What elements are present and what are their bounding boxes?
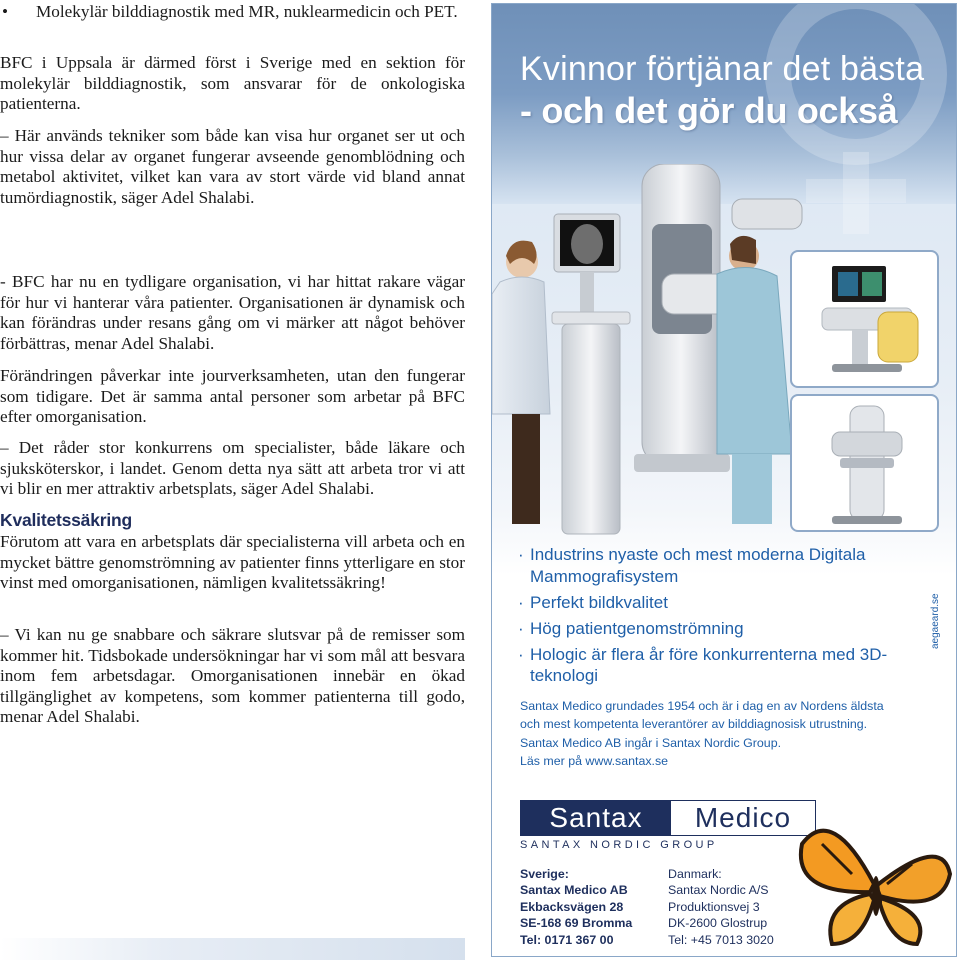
ad-subheadline: - och det gör du också	[520, 90, 898, 131]
imaging-unit-image	[792, 396, 937, 530]
logo-tagline: SANTAX NORDIC GROUP	[520, 839, 718, 851]
paragraph-2: – Här används tekniker som både kan visa hur organet ser ut och hur vissa delar av organet fungerar avseende genomblödning och metabol aktivitet, vilket kan vara av stort värde vid bland annat tumördiagnostik, säger Adel Shalabi.	[0, 126, 465, 207]
santax-medico-logo	[520, 800, 816, 836]
paragraph-5: – Det råder stor konkurrens om specialister, både läkare och sjuksköterskor, i landet. Genom detta nya sätt att arbeta tror vi att vi blir en mer attraktiv arbetsplats, säger Adel Shalabi.	[0, 438, 465, 498]
address-line: Sverige:	[520, 867, 569, 881]
santax-advertisement	[491, 3, 957, 957]
workstation-image	[792, 252, 937, 386]
logo-medico: Medico	[671, 801, 815, 835]
product-thumbnail-workstation	[790, 250, 939, 388]
agency-credit: aegaeard.se	[930, 593, 941, 649]
company-info-line: och mest kompetenta leverantörer av bilddiagnosisk utrustning.	[520, 717, 868, 732]
paragraph-7: – Vi kan nu ge snabbare och säkrare slutsvar på de remisser som kommer hit. Tidsbokade undersökningar har vi som mål att besvara inom fem arbetsdagar. Omorganisationen innebär en ökad tillgänglighet av kompetens, som kommer patienterna till godo, menar Adel Shalabi.	[0, 625, 465, 726]
paragraph-6: Förutom att vara en arbetsplats där specialisterna vill arbeta och en mycket bättre genomströmning av patienter finns ytterligare en stor vinst med omorganisationen, nämligen kvalitetssäkring!	[0, 532, 465, 592]
address-line: Ekbacksvägen 28	[520, 899, 624, 914]
paragraph-4: Förändringen påverkar inte jourverksamheten, utan den fungerar som tidigare. Det är samma antal personer som arbetar på BFC efter omorganisation.	[0, 366, 465, 426]
address-sweden	[520, 866, 632, 948]
paragraph-1: BFC i Uppsala är därmed först i Sverige med en sektion för molekylär bilddiagnostik, som ansvarar för de onkologiska patienterna.	[0, 53, 465, 113]
address-line: DK-2600 Glostrup	[668, 916, 768, 931]
company-info	[520, 697, 940, 770]
product-photo	[492, 164, 956, 544]
ad-headline: Kvinnor förtjänar det bästa	[520, 50, 925, 88]
address-line: Santax Medico AB	[520, 883, 628, 898]
address-line: SE-168 69 Bromma	[520, 916, 633, 931]
website-link[interactable]: Läs mer på www.santax.se	[520, 753, 669, 768]
product-thumbnail-unit	[790, 394, 939, 532]
address-line: Santax Nordic A/S	[668, 883, 769, 898]
feature-item: · Industrins nyaste och mest moderna Digitala Mammografisystem	[518, 544, 918, 587]
feature-item: · Perfekt bildkvalitet	[518, 592, 918, 614]
logo-santax: Santax	[521, 801, 671, 835]
address-line: Produktionsvej 3	[668, 899, 760, 914]
address-line: Danmark:	[668, 867, 722, 881]
feature-item: · Hologic är flera år före konkurrenterna med 3D-teknologi	[518, 644, 918, 687]
address-line: Tel: +45 7013 3020	[668, 932, 774, 947]
bullet-text: Molekylär bilddiagnostik med MR, nuklearmedicin och PET.	[36, 2, 458, 21]
bullet-dot-icon: •	[2, 2, 9, 21]
address-denmark	[668, 866, 774, 948]
article-column	[0, 0, 465, 964]
butterfly-icon	[792, 804, 957, 954]
paragraph-3: - BFC har nu en tydligare organisation, vi har hittat rakare vägar för hur vi hanterar våra patienter. Organisationen är dynamisk och kan förändras under resans gång om vi märker att något behöver förbättras, menar Adel Shalabi.	[0, 272, 465, 353]
address-line: Tel: 0171 367 00	[520, 932, 614, 947]
feature-item: · Hög patientgenomströmning	[518, 618, 918, 640]
section-heading: Kvalitetssäkring	[0, 510, 132, 530]
company-info-line: Santax Medico grundades 1954 och är i dag en av Nordens äldsta	[520, 699, 884, 713]
page-edge-shade	[0, 938, 465, 960]
feature-list	[518, 544, 918, 691]
company-info-line: Santax Medico AB ingår i Santax Nordic Group.	[520, 735, 782, 750]
